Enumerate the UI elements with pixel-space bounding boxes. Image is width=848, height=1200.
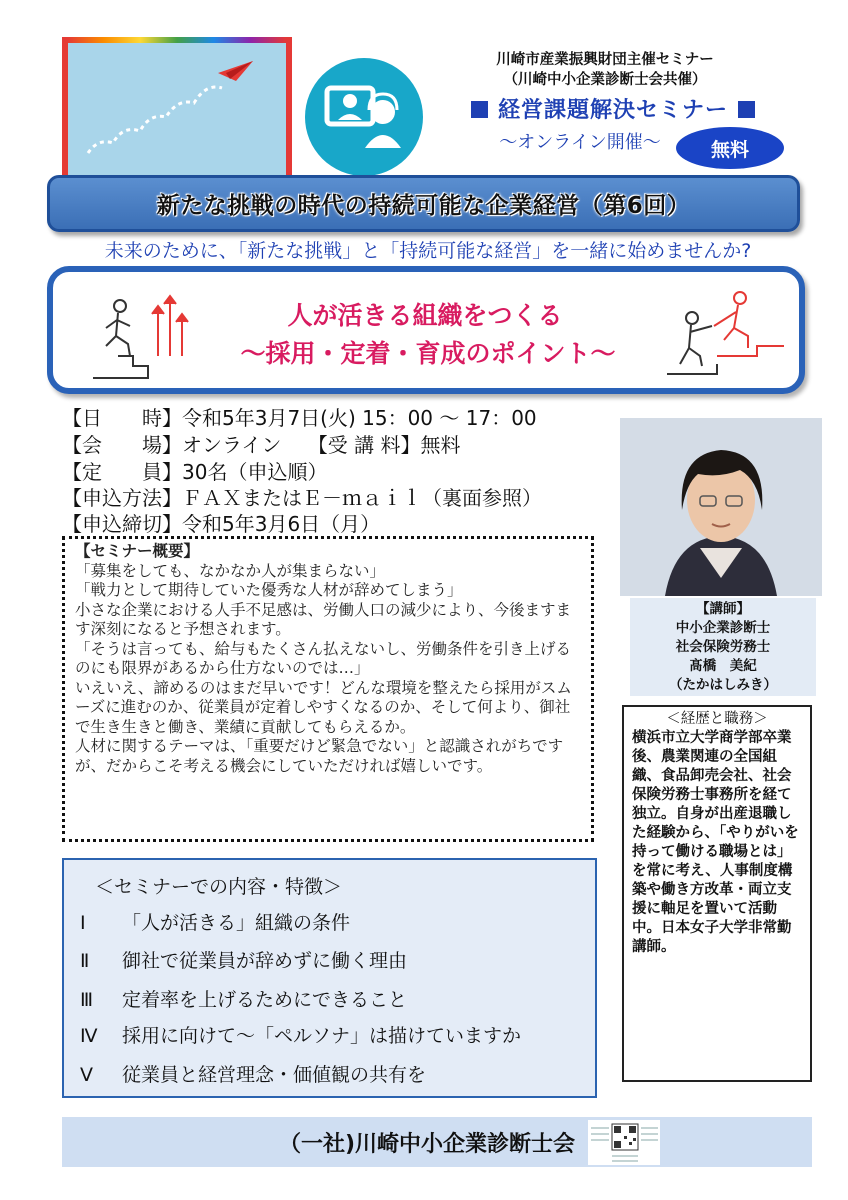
item-text: 「人が活きる」組織の条件	[122, 912, 351, 934]
online-note: ～オンライン開催～	[499, 132, 661, 153]
overview-paragraph: 「そうは言っても、給与もたくさん払えないし、労働条件を引き上げるのにも限界があるから仕方ないのでは…」	[75, 639, 572, 677]
detail-datetime: 【日 時】令和5年3月7日(火) 15：00 ～ 17：00	[62, 406, 537, 430]
tagline: 未来のために、「新たな挑戦」と「持続可能な経営」を一緒に始めませんか?	[104, 240, 752, 262]
detail-deadline: 【申込締切】令和5年3月6日（月）	[62, 512, 381, 536]
item-number: Ⅴ	[80, 1064, 93, 1086]
item-number: Ⅰ	[80, 912, 86, 934]
item-text: 御社で従業員が辞めずに働く理由	[122, 950, 408, 972]
item-number: Ⅱ	[80, 950, 90, 972]
square-bullet-icon	[471, 101, 488, 118]
item-text: 採用に向けて～「ペルソナ」は描けていますか	[122, 1025, 522, 1047]
lecturer-title-1: 中小企業診断士	[675, 620, 771, 636]
overview-paragraph: 小さな企業における人手不足感は、労働人口の減少により、今後ますます深刻になると予想されます。	[75, 600, 572, 638]
overview-paragraph: 「戦力として期待していた優秀な人材が辞めてしまう」	[75, 581, 463, 599]
overview-box	[62, 536, 594, 842]
footer-organization: （一社)川崎中小企業診断士会	[278, 1131, 576, 1157]
qr-code-icon	[588, 1120, 660, 1165]
content-item	[80, 908, 350, 935]
lecturer-kana: （たかはしみき）	[669, 677, 777, 693]
content-item	[80, 946, 407, 973]
free-badge: 無料	[676, 127, 784, 169]
career-title: ＜経歴と職務＞	[666, 711, 768, 727]
lecturer-info	[630, 598, 816, 696]
overview-paragraph: 人材に関するテーマは、「重要だけど緊急でない」と認識されがちですが、だからこそ考える機会にしていただければ嬉しいです。	[75, 737, 564, 775]
lecturer-photo	[620, 418, 822, 596]
online-seminar-icon	[305, 58, 423, 176]
career-body: 横浜市立大学商学部卒業後、農業関連の全国組織、食品卸売会社、社会保険労務士事務所を経て独立。自身が出産退職した経験から、「やりがいを持って働ける職場とは」を常に考え、人事制度構築や働き方改革・両立支援に軸足を置いて活動中。日本女子大学非常勤講師。	[632, 730, 799, 955]
helping-hand-icon	[662, 286, 787, 381]
footer-bar	[62, 1117, 812, 1167]
climbing-stairs-icon	[88, 286, 198, 386]
item-number: Ⅲ	[80, 989, 94, 1011]
lecturer-title-2: 社会保険労務士	[675, 639, 771, 655]
main-title-banner	[47, 175, 800, 232]
host-line-1: 川崎市産業振興財団主催セミナー	[496, 52, 714, 68]
seminar-type-title	[433, 93, 793, 124]
detail-capacity: 【定 員】30名（申込順）	[62, 460, 328, 484]
content-title: ＜セミナーでの内容・特徴＞	[95, 876, 343, 898]
detail-method: 【申込方法】ＦＡＸまたはＥ－ｍａｉｌ（裏面参照）	[62, 486, 542, 510]
seminar-type-text: 経営課題解決セミナー	[497, 98, 728, 123]
career-box	[622, 705, 812, 1082]
content-item	[80, 1060, 426, 1087]
lecturer-label: 【講師】	[696, 601, 750, 617]
lecturer-name: 髙橋 美紀	[689, 658, 757, 674]
item-text: 従業員と経営理念・価値観の共有を	[122, 1064, 427, 1086]
main-title: 新たな挑戦の時代の持続可能な企業経営（第6回）	[156, 193, 691, 219]
hero-stairs-image	[62, 37, 292, 182]
content-item	[80, 1021, 521, 1048]
overview-paragraph: 「募集をしても、なかなか人が集まらない」	[75, 561, 386, 580]
item-number: Ⅳ	[80, 1025, 98, 1047]
item-text: 定着率を上げるためにできること	[122, 989, 408, 1011]
topic-line-1: 人が活きる組織をつくる	[287, 301, 563, 330]
square-bullet-icon	[738, 101, 755, 118]
overview-paragraph: いえいえ、諦めるのはまだ早いです！どんな環境を整えたら採用がスムーズに進むのか、従業員が定着しやすくなるのか、そして何より、御社で生き生きと働き、業績に貢献してもらえるか。	[75, 678, 572, 736]
content-item	[80, 985, 407, 1012]
host-line-2: （川崎中小企業診断士会共催）	[503, 72, 707, 88]
detail-venue: 【会 場】オンライン 【受 講 料】無料	[62, 433, 461, 457]
topic-line-2: ～採用・定着・育成のポイント～	[240, 339, 616, 368]
overview-title: 【セミナー概要】	[75, 542, 200, 560]
